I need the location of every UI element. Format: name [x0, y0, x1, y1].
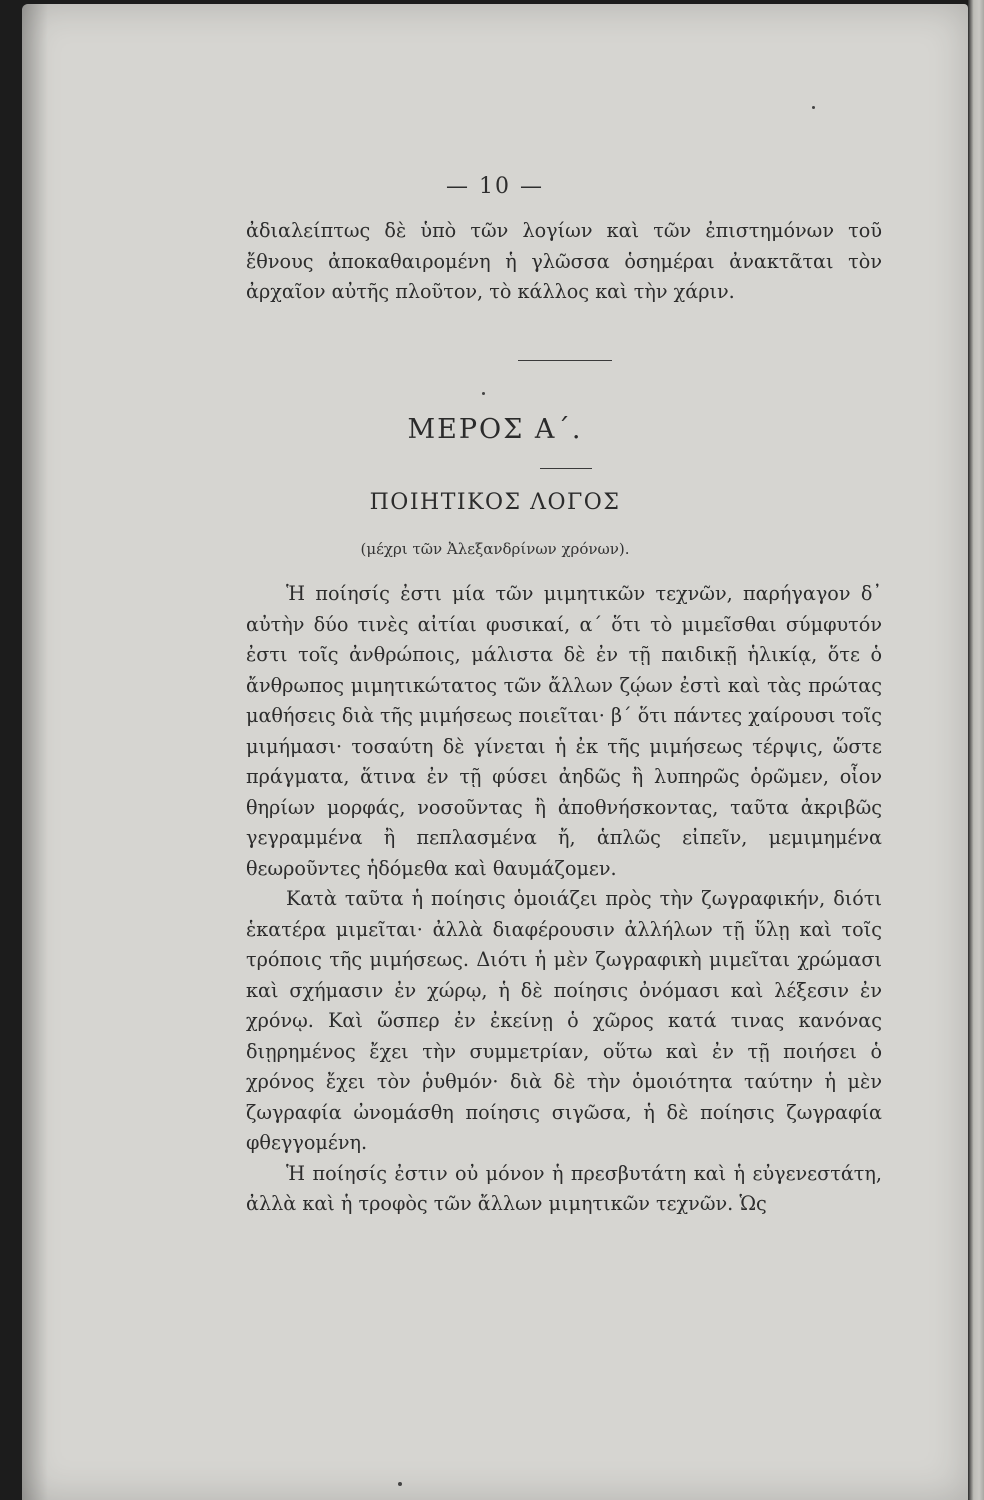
paper-speck — [482, 392, 485, 395]
body-text — [246, 579, 882, 1220]
paragraph-3: Ἡ ποίησίς ἐστιν οὐ μόνον ἡ πρεσβυτάτη καὶ ἡ εὐγενεστάτη, ἀλλὰ καὶ ἡ τροφὸς τῶν ἄλλων μιμητικῶν τεχνῶν. Ὡς — [246, 1161, 882, 1215]
part-title: ΜΕΡΟΣ Α΄. — [407, 414, 583, 445]
intro-paragraph — [246, 216, 882, 308]
intro-paragraph-text: ἀδιαλείπτως δὲ ὑπὸ τῶν λογίων καὶ τῶν ἐπιστημόνων τοῦ ἔθνους ἀποκαθαιρομένη ἡ γλῶσσα ὁσημέραι ἀνακτᾶται τὸν ἀρχαῖον αὐτῆς πλοῦτον, τὸ κάλλος καὶ τὴν χάριν. — [246, 219, 882, 303]
paragraph-2: Κατὰ ταῦτα ἡ ποίησις ὁμοιάζει πρὸς τὴν ζωγραφικήν, διότι ἑκατέρα μιμεῖται· ἀλλὰ διαφέρουσιν ἀλλήλων τῇ ὕλῃ καὶ τοῖς τρόποις τῆς μιμήσεως. Διότι ἡ μὲν ζωγραφικὴ μιμεῖται χρώμασι καὶ σχήμασιν ἐν χώρῳ, ἡ δὲ ποίησις ὀνόμασι καὶ λέξεσιν ἐν χρόνῳ. Καὶ ὥσπερ ἐν ἐκείνῃ ὁ χῶρος κατά τινας κανόνας διῃρημένος ἔχει τὴν συμμετρίαν, οὕτω καὶ ἐν τῇ ποιήσει ὁ χρόνος ἔχει τὸν ῥυθμόν· διὰ δὲ τὴν ὁμοιότητα ταύτην ἡ μὲν ζωγραφία ὠνομάσθη ποίησις σιγῶσα, ἡ δὲ ποίησις ζωγραφία φθεγγομένη. — [246, 887, 882, 1154]
paragraph-1: Ἡ ποίησίς ἐστι μία τῶν μιμητικῶν τεχνῶν, παρήγαγον δ᾽ αὐτὴν δύο τινὲς αἰτίαι φυσικαί, α΄ ὅτι τὸ μιμεῖσθαι σύμφυτόν ἐστι τοῖς ἀνθρώποις, μάλιστα δὲ ἐν τῇ παιδικῇ ἡλικίᾳ, ὅτε ὁ ἄνθρωπος μιμητικώτατος τῶν ἄλλων ζῴων ἐστὶ καὶ τὰς πρώτας μαθήσεις διὰ τῆς μιμήσεως ποιεῖται· β΄ ὅτι πάντες χαίρουσι τοῖς μιμήμασι· τοσαύτη δὲ γίνεται ἡ ἐκ τῆς μιμήσεως τέρψις, ὥστε πράγματα, ἅτινα ἐν τῇ φύσει ἀηδῶς ἢ λυπηρῶς ὁρῶμεν, οἷον θηρίων μορφάς, νοσοῦντας ἢ ἀποθνήσκοντας, ταῦτα ἀκριβῶς γεγραμμένα ἢ πεπλασμένα ἤ, ἁπλῶς εἰπεῖν, μεμιμημένα θεωροῦντες ἡδόμεθα καὶ θαυμάζομεν. — [246, 582, 882, 880]
book-page — [22, 4, 968, 1500]
title-rule — [540, 468, 592, 469]
page-gutter-shadow — [22, 4, 48, 1500]
paper-speck — [812, 106, 815, 109]
separator-rule — [518, 360, 612, 361]
section-title: ΠΟΙΗΤΙΚΟΣ ΛΟΓΟΣ — [369, 490, 621, 515]
page-edge-strip — [968, 0, 984, 1500]
section-subtitle: (μέχρι τῶν Ἀλεξανδρίνων χρόνων). — [360, 540, 630, 558]
page-number: — 10 — — [446, 174, 544, 199]
paper-speck — [398, 1482, 402, 1486]
